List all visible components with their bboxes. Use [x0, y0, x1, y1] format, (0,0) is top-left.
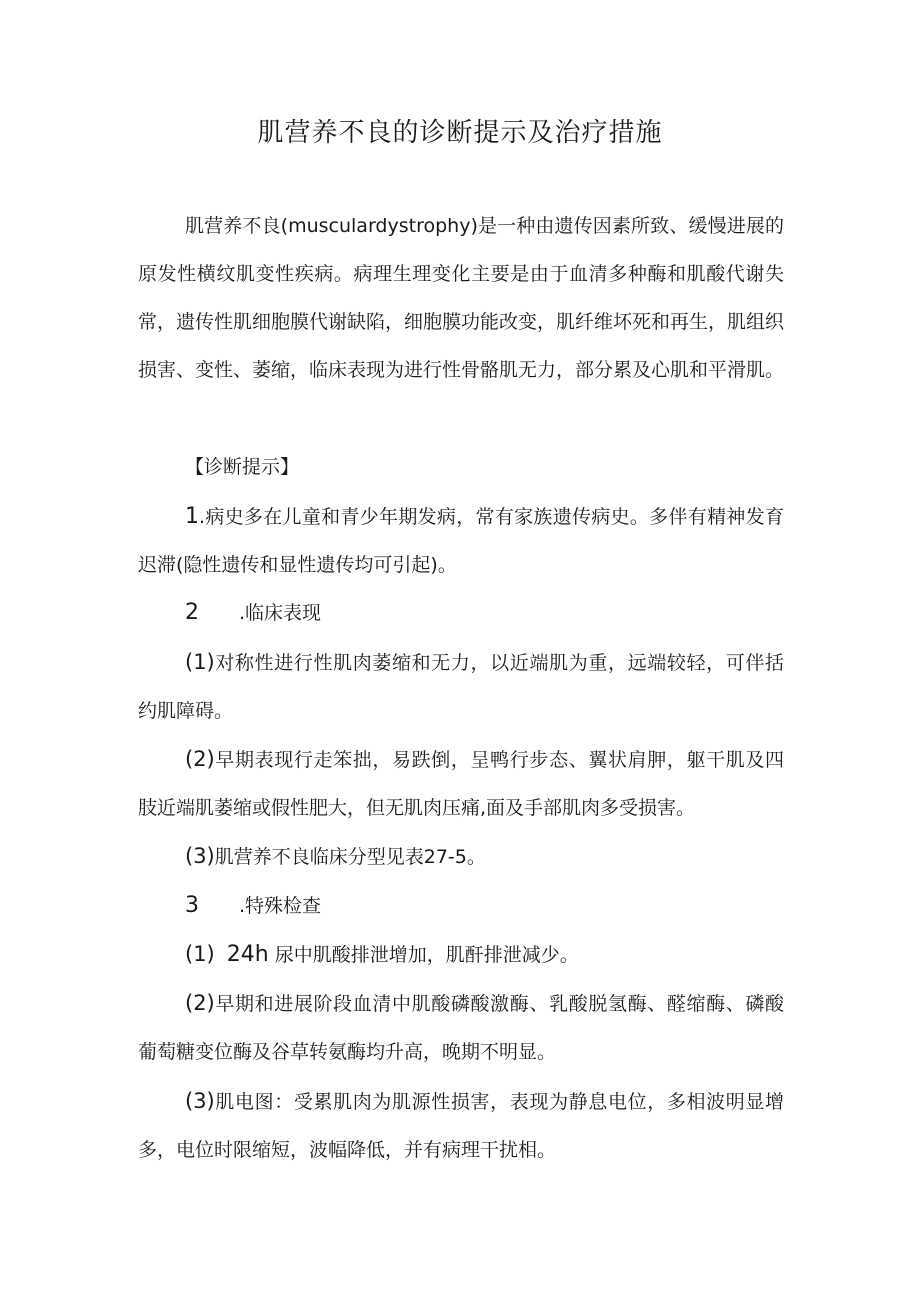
- item-3-sub-2: [138, 979, 784, 1076]
- item-3-sub-1-number: (1): [185, 942, 215, 966]
- item-3-sub-3-number: (3): [185, 1089, 215, 1113]
- item-2-sub-2-text: 早期表现行走笨拙，易跌倒，呈鸭行步态、翼状肩胛，躯干肌及四肢近端肌萎缩或假性肥大，但无肌肉压痛,面及手部肌肉多受损害。: [138, 749, 784, 819]
- item-1-number: 1: [185, 504, 199, 529]
- document-title: 肌营养不良的诊断提示及治疗措施: [257, 118, 663, 148]
- item-2-sub-2: [138, 735, 784, 832]
- item-3-sub-1: [138, 930, 784, 979]
- item-1-text: .病史多在儿童和青少年期发病，常有家族遗传病史。多伴有精神发育迟滞(隐性遗传和显性遗传均可引起)。: [138, 506, 784, 576]
- item-2-sub-3-text: 肌营养不良临床分型见表27-5。: [214, 846, 486, 868]
- item-3-text: .特殊检查: [239, 895, 322, 917]
- item-3-heading: [138, 882, 784, 930]
- section-heading-diagnosis: 【诊断提示】: [185, 456, 300, 478]
- item-3-sub-3-text: 肌电图：受累肌肉为肌源性损害，表现为静息电位，多相波明显增多，电位时限缩短，波幅降低，并有病理干扰相。: [138, 1091, 784, 1161]
- item-3-sub-1-text: 尿中肌酸排泄增加，肌酐排泄减少。: [274, 944, 579, 966]
- item-2-sub-1: [138, 638, 784, 735]
- item-2-sub-2-number: (2): [185, 747, 215, 771]
- item-2-sub-1-text: 对称性进行性肌肉萎缩和无力，以近端肌为重，远端较轻，可伴括约肌障碍。: [138, 652, 784, 722]
- item-2-heading: [138, 589, 784, 637]
- intro-paragraph: 肌营养不良(musculardystrophy)是一种由遗传因素所致、缓慢进展的原发性横纹肌变性疾病。病理生理变化主要是由于血清多种酶和肌酸代谢失常，遗传性肌细胞膜代谢缺陷，细胞膜功能改变，肌纤维坏死和再生，肌组织损害、变性、萎缩，临床表现为进行性骨骼肌无力，部分累及心肌和平滑肌。: [138, 215, 785, 381]
- item-3-sub-3: [138, 1077, 784, 1174]
- item-2-text: .临床表现: [239, 602, 322, 624]
- item-3-sub-2-text: 早期和进展阶段血清中肌酸磷酸激酶、乳酸脱氢酶、醛缩酶、磷酸葡萄糖变位酶及谷草转氨酶均升高，晚期不明显。: [138, 993, 784, 1063]
- item-2-sub-3-number: (3): [185, 844, 215, 868]
- item-1-paragraph: [138, 493, 784, 589]
- item-2-sub-1-number: (1): [185, 650, 215, 674]
- item-2-sub-3: [138, 832, 784, 881]
- item-2-number: 2: [185, 600, 199, 625]
- item-3-number: 3: [185, 893, 199, 918]
- item-3-sub-1-value: 24h: [226, 942, 269, 967]
- item-3-sub-2-number: (2): [185, 991, 215, 1015]
